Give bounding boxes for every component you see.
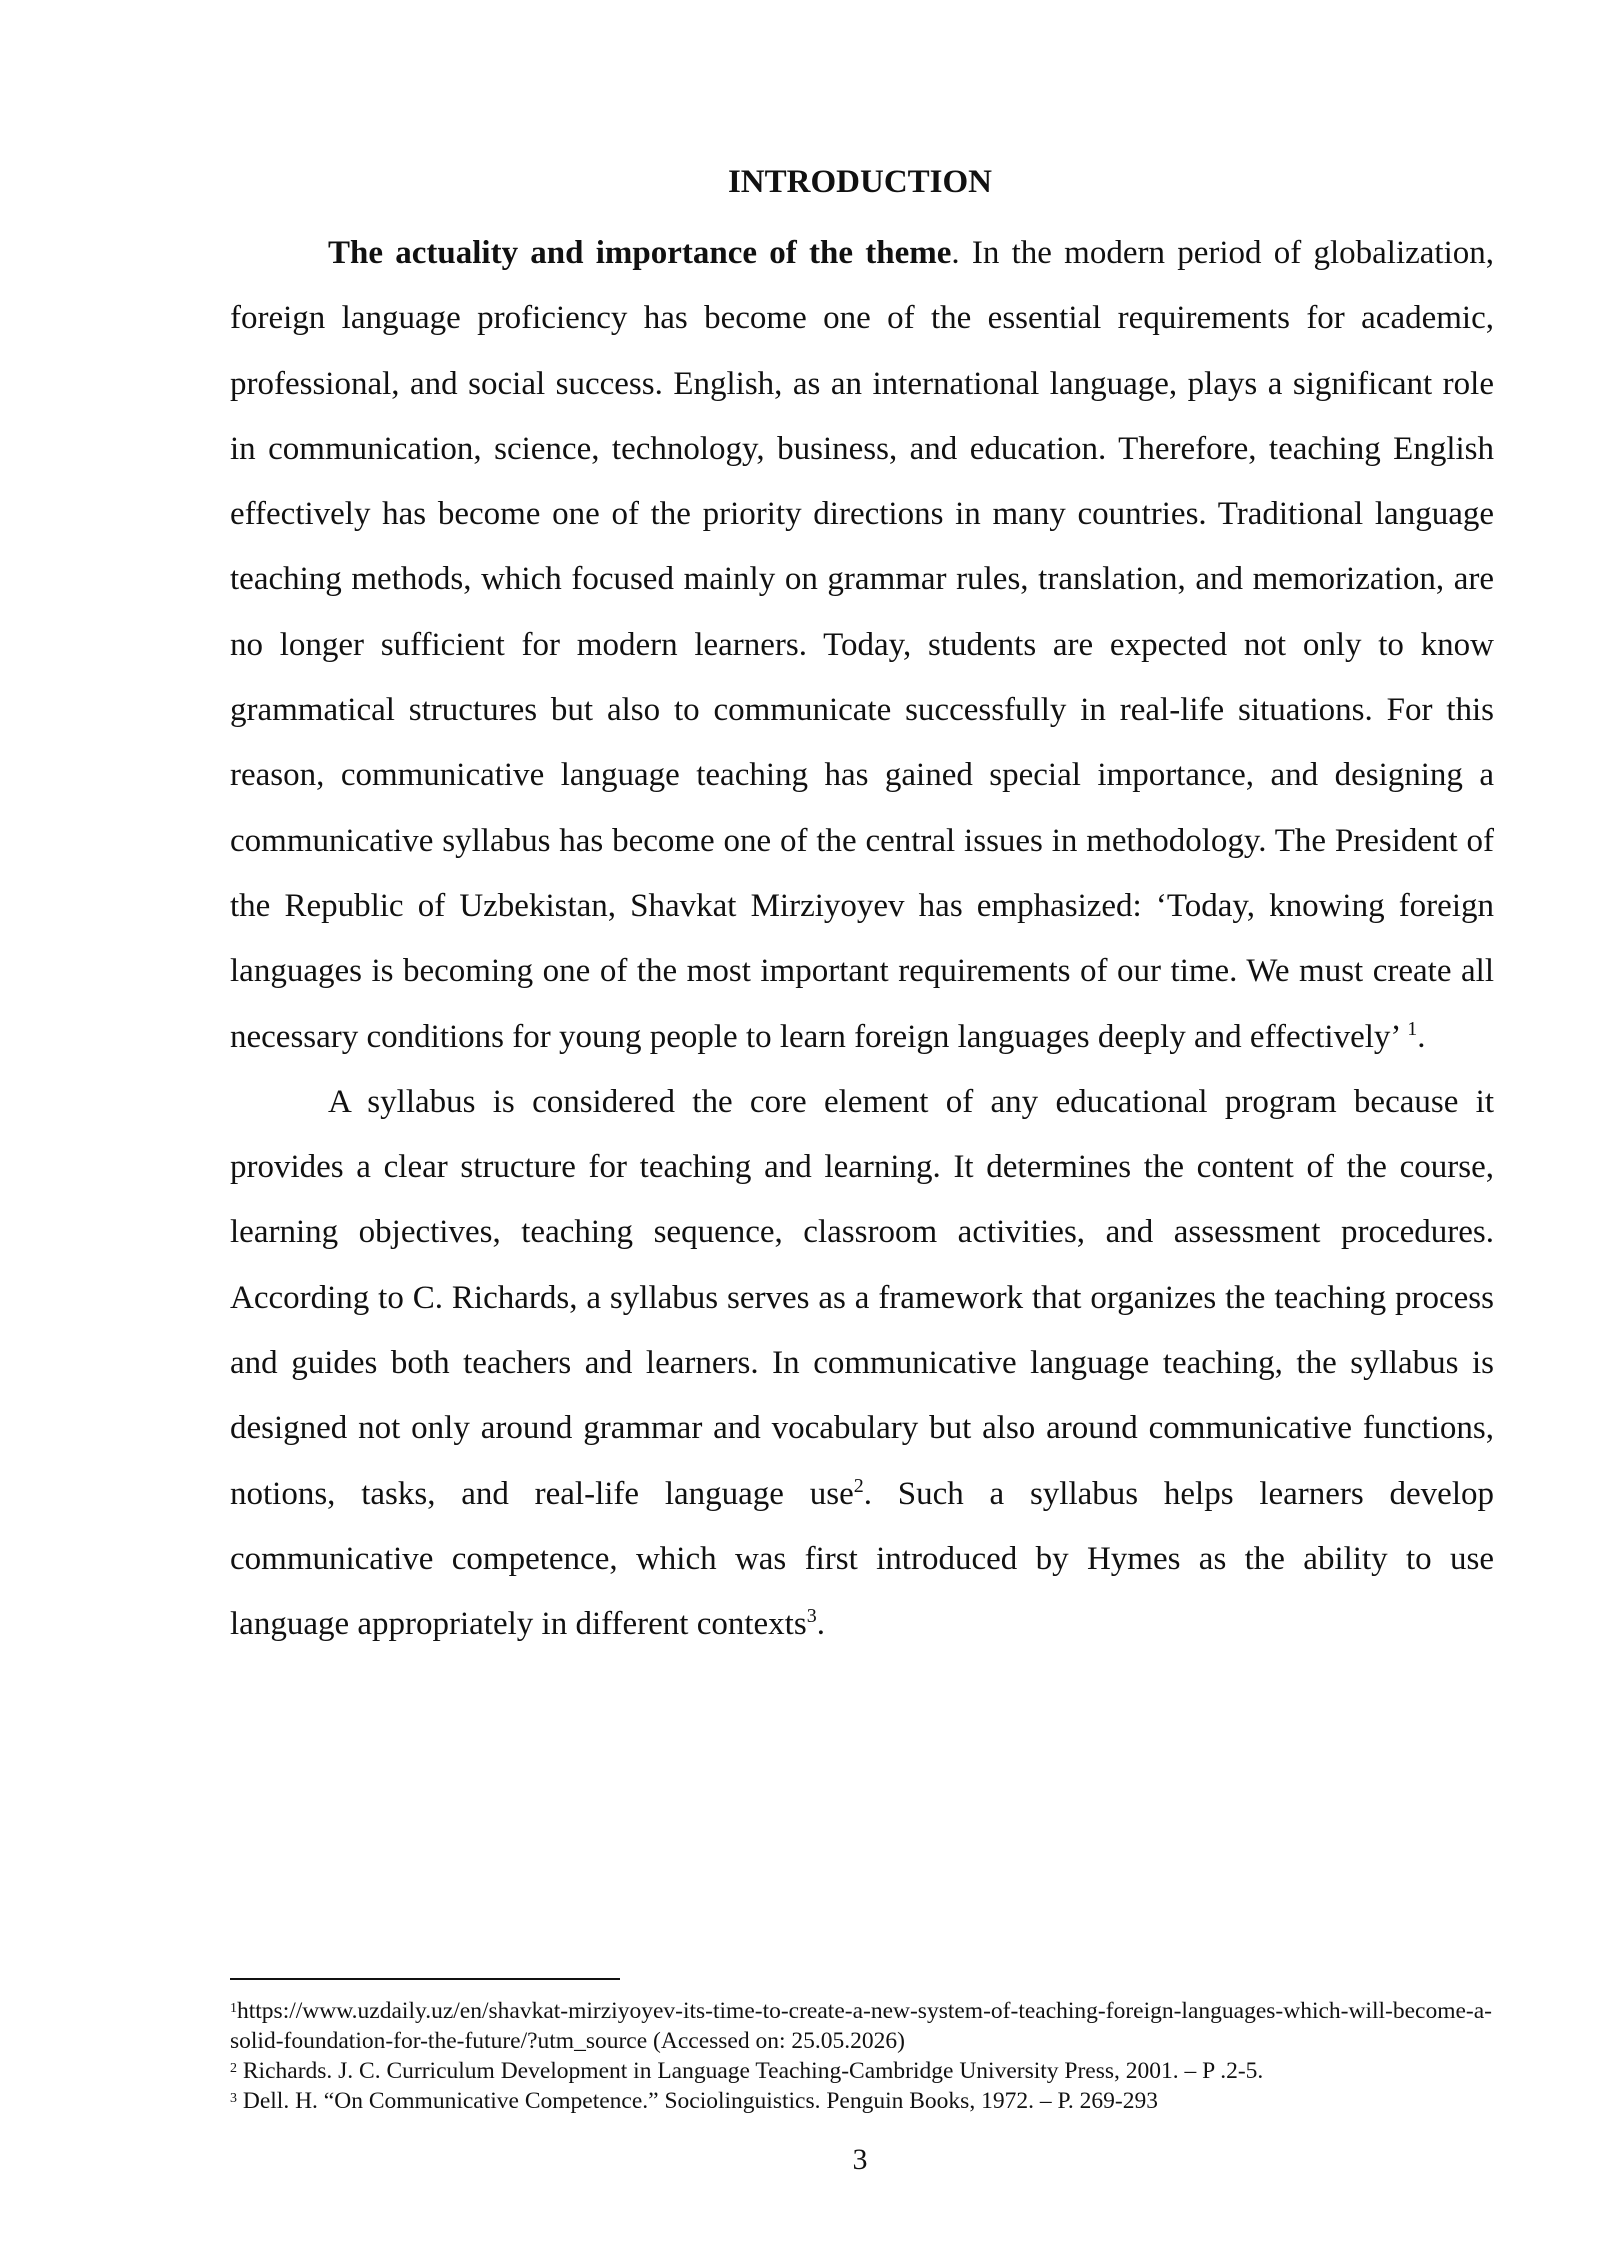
footnote-reference: 1 xyxy=(1407,1017,1418,1040)
paragraph-lead: The actuality and importance of the theme xyxy=(328,235,952,271)
body-text xyxy=(230,221,1494,1658)
paragraph-end: . xyxy=(1417,1018,1426,1055)
paragraph-end: . xyxy=(816,1606,825,1643)
paragraph xyxy=(230,221,1494,1070)
paragraph xyxy=(230,1070,1494,1658)
footnote-marker: 1 xyxy=(230,2001,237,2016)
footnote-marker: 2 xyxy=(230,2061,237,2076)
paragraph-text: . Such a syllabus helps learners develop communicative competence, which was first introduced by Hymes as the ability to use language appropriately in different contexts xyxy=(230,1475,1494,1643)
paragraph-text: A syllabus is considered the core element of any educational program because it provides a clear structure for teaching and learning. It determines the content of the course, learning objectives, teaching sequence, classroom activities, and assessment procedures. According to C. Richards, a syllabus serves as a framework that organizes the teaching process and guides both teachers and learners. In communicative language teaching, the syllabus is designed not only around grammar and vocabulary but also around communicative functions, notions, tasks, and real-life language use xyxy=(230,1083,1494,1512)
footnote-text: Richards. J. C. Curriculum Development in Language Teaching-Cambridge University Press, 2001. – P .2-5. xyxy=(237,2058,1264,2084)
footnote xyxy=(230,1996,1494,2056)
footnote-reference: 3 xyxy=(806,1605,817,1628)
paragraph-text: In the modern period of globalization, foreign language proficiency has become one of the essential requirements for academic, professional, and social success. English, as an international language, plays a significant role in communication, science, technology, business, and education. Therefore, teaching English effectively has become one of the priority directions in many countries. Traditional language teaching methods, which focused mainly on grammar rules, translation, and memorization, are no longer sufficient for modern learners. Today, students are expected not only to know grammatical structures but also to communicate successfully in real-life situations. For this reason, communicative language teaching has gained special importance, and designing a communicative syllabus has become one of the central issues in methodology. The President of the Republic of Uzbekistan, Shavkat Mirziyoyev has emphasized: ‘Today, knowing foreign languages is becoming one of the most important requirements of our time. We must create all necessary conditions for young people to learn foreign languages deeply and effectively’ xyxy=(230,235,1494,1055)
footnote-marker: 3 xyxy=(230,2091,237,2106)
footnote-text: Dell. H. “On Communicative Competence.” Sociolinguistics. Penguin Books, 1972. – P. 269-293 xyxy=(237,2088,1158,2114)
footnote-reference: 2 xyxy=(853,1474,864,1497)
footnote-text: https://www.uzdaily.uz/en/shavkat-mirziyoyev-its-time-to-create-a-new-system-of-teaching-foreign-languages-which-will-become-a-solid-foundation-for-the-future/?utm_source (Accessed on: 25.05.2026) xyxy=(230,1998,1493,2054)
paragraph-lead-punct: . xyxy=(951,235,960,271)
page-number: 3 xyxy=(852,2143,868,2176)
footnotes xyxy=(230,1996,1494,2116)
section-heading: INTRODUCTION xyxy=(727,164,993,200)
footnote xyxy=(230,2086,1494,2116)
footnote-separator xyxy=(230,1978,620,1980)
footnote xyxy=(230,2056,1494,2086)
